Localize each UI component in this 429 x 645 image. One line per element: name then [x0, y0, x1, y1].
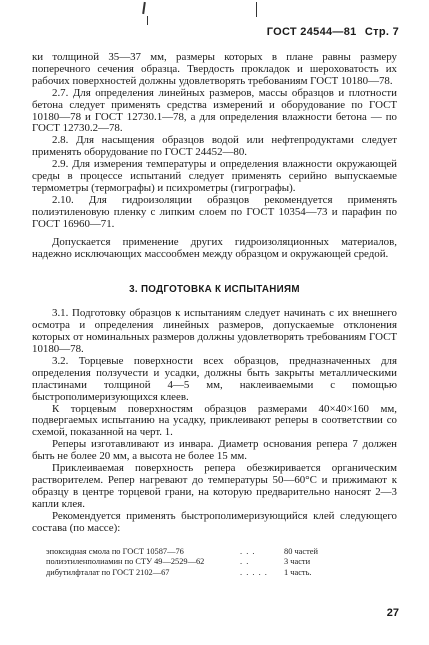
paragraph: 2.7. Для определения линейных размеров, массы образцов и плотности бетона следует применять средства измерений и оборудование по ГОСТ 10180—78 и ГОСТ 12730.1—78, а для определения влажности бетона — по ГОСТ 12730.2—78. [32, 86, 397, 135]
scan-mark [147, 16, 148, 25]
paragraph: 3.1. Подготовку образцов к испытаниям следует начинать с их внешнего осмотра и определения линейных размеров, допускаемые отклонения которых от номинальных размеров должны удовлетворять требованиям ГОСТ 10180—78. [32, 307, 397, 356]
recipe-leader: . . . . . [240, 567, 268, 577]
recipe-amount: 3 части [284, 557, 311, 567]
paragraph: Реперы изготавливают из инвара. Диаметр основания репера 7 должен быть не более 20 мм, а высота не более 15 мм. [32, 438, 397, 463]
paragraph: Рекомендуется применять быстрополимеризующийся клей следующего состава (по массе): [32, 509, 397, 534]
recipe-row [46, 557, 344, 568]
page-number: 27 [386, 607, 399, 619]
running-header [262, 26, 399, 38]
gost-number: ГОСТ 24544—81 [266, 26, 357, 38]
recipe-row [46, 547, 344, 558]
scan-mark [142, 2, 146, 14]
paragraph: 3.2. Торцевые поверхности всех образцов, предназначенных для определения ползучести и усадки, должны быть закрыты металлическими пластинами толщиной 4—5 мм, наклеиваемыми с помощью быстрополимеризующихся клеев. [32, 354, 397, 403]
paragraph: ки толщиной 35—37 мм, размеры которых в плане равны размеру поперечного сечения образца. Твердость прокладок и шероховатость их рабочих поверхностей должны удовлетворять требованиям ГОСТ 10180—78. [32, 51, 397, 87]
paragraph: К торцевым поверхностям образцов размерами 40×40×160 мм, подвергаемых испытанию на усадку, приклеивают реперы в соответствии со схемой, показанной на черт. 1. [32, 402, 397, 439]
recipe-leader: . . . [240, 546, 256, 556]
scan-mark [256, 2, 257, 17]
recipe-amount: 80 частей [284, 546, 318, 556]
paragraph: 2.9. Для измерения температуры и определения влажности окружающей среды в процессе испытаний следует применять серийно выпускаемые термометры (термографы) и психрометры (гигрографы). [32, 158, 397, 194]
recipe-list [46, 547, 344, 579]
section-title: 3. ПОДГОТОВКА К ИСПЫТАНИЯМ [129, 284, 300, 296]
document-body [32, 52, 397, 578]
paragraph: 2.10. Для гидроизоляции образцов рекомендуется применять полиэтиленовую пленку с липким слоем по ГОСТ 10354—73 и парафин по ГОСТ 16960—71. [32, 193, 397, 230]
header-page-label: Стр. 7 [364, 26, 399, 38]
paragraph: Приклеиваемая поверхность репера обезжиривается органическим растворителем. Репер нагревают до температуры 50—60°С и прижимают к образцу в центре торцевой грани, на которую предварительно наносят 2—3 капли клея. [32, 462, 397, 510]
recipe-component: дибутилфталат по ГОСТ 2102—67 [46, 567, 170, 577]
recipe-amount: 1 часть. [284, 567, 312, 577]
recipe-leader: . . [240, 557, 250, 567]
recipe-component: эпоксидная смола по ГОСТ 10587—76 [46, 546, 184, 556]
recipe-component: полиэтиленполиамин по СТУ 49—2529—62 [46, 557, 205, 567]
recipe-row [46, 568, 344, 579]
paragraph: Допускается применение других гидроизоляционных материалов, надежно исключающих массообмен между образцом и окружающей средой. [32, 235, 397, 260]
paragraph: 2.8. Для насыщения образцов водой или нефтепродуктами следует применять оборудование по ГОСТ 24452—80. [32, 134, 397, 159]
